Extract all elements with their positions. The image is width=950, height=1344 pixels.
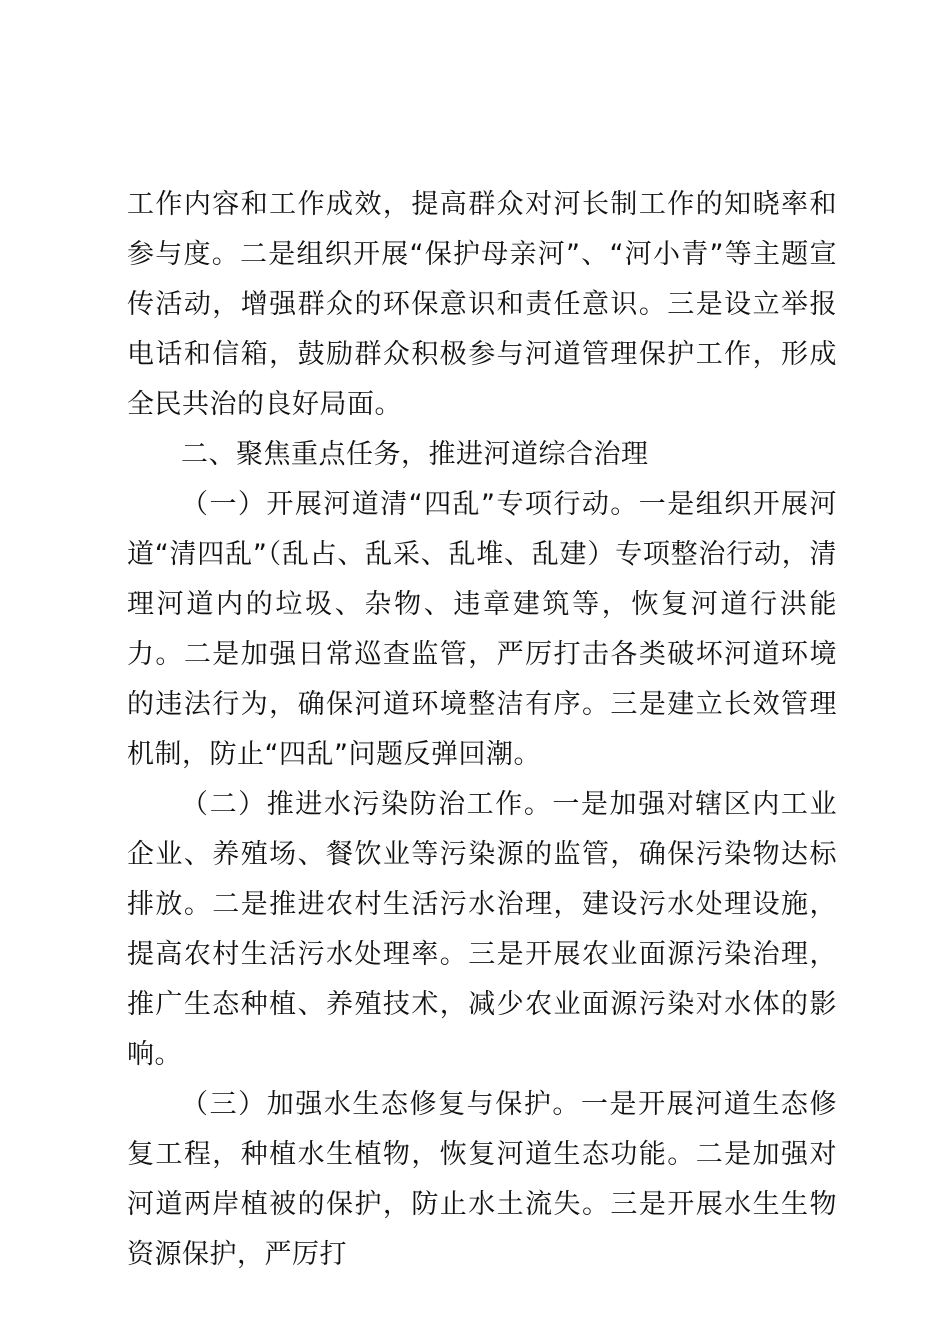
paragraph-ecological-restoration: （三）加强水生态修复与保护。一是开展河道生态修复工程，种植水生植物，恢复河道生态功能。二是加强对河道两岸植被的保护，防止水土流失。三是开展水生生物资源保护，严厉打: [127, 1089, 837, 1270]
paragraph-four-chaos-campaign: （一）开展河道清“四乱”专项行动。一是组织开展河道“清四乱”（乱占、乱采、乱堆、乱建）专项整治行动，清理河道内的垃圾、杂物、违章建筑等，恢复河道行洪能力。二是加强日常巡查监管，严厉打击各类破坏河道环境的违法行为，确保河道环境整洁有序。三是建立长效管理机制，防止“四乱”问题反弹回潮。: [127, 489, 837, 770]
section-heading-key-tasks: 二、聚焦重点任务，推进河道综合治理: [181, 439, 649, 470]
paragraph-publicity-continuation: 工作内容和工作成效，提高群众对河长制工作的知晓率和参与度。二是组织开展“保护母亲河”、“河小青”等主题宣传活动，增强群众的环保意识和责任意识。三是设立举报电话和信箱，鼓励群众积极参与河道管理保护工作，形成全民共治的良好局面。: [127, 189, 837, 420]
document-body: [127, 180, 837, 1280]
paragraph-water-pollution-control: （二）推进水污染防治工作。一是加强对辖区内工业企业、养殖场、餐饮业等污染源的监管，确保污染物达标排放。二是推进农村生活污水治理，建设污水处理设施，提高农村生活污水处理率。三是开展农业面源污染治理，推广生态种植、养殖技术，减少农业面源污染对水体的影响。: [127, 789, 837, 1070]
